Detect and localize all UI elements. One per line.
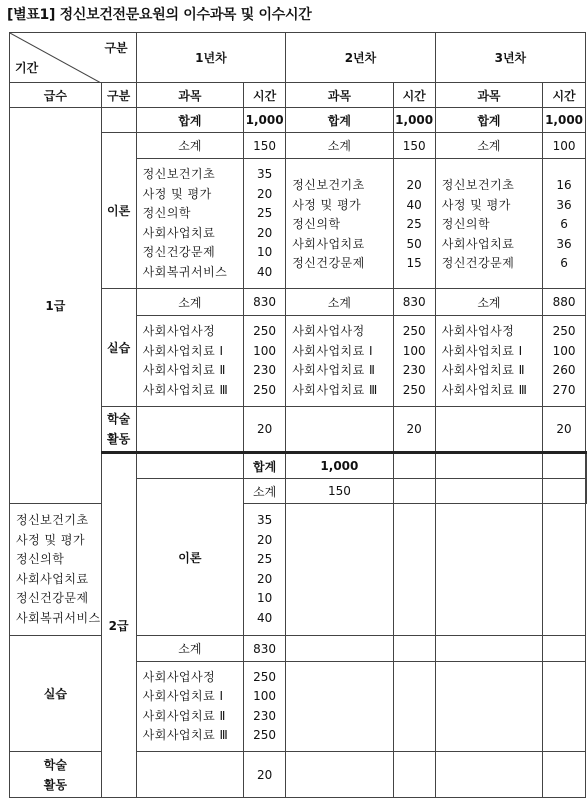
list-item: 250 (253, 728, 277, 742)
grade1-academic-y1: 20 (244, 407, 286, 453)
grade1-practice-hours-y2 (393, 316, 435, 407)
list-item: 20 (256, 186, 273, 201)
list-item: 20 (406, 178, 422, 192)
list-item: 정신의학 (16, 552, 65, 566)
grade1-total-y1: 1,000 (244, 108, 286, 133)
header-geupsu: 급수 (10, 83, 102, 108)
list-item: 정신의학 (441, 217, 491, 231)
header-gwamok-y2: 과목 (286, 83, 393, 108)
header-row-columns (10, 83, 587, 108)
grade1-academic-blank-y3 (435, 407, 542, 453)
empty-cell (543, 752, 586, 798)
empty-cell (393, 636, 435, 662)
list-item: 270 (552, 382, 576, 397)
grade1-practice-subtotal-label-y1: 소계 (136, 289, 243, 316)
page-title: [별표1] 정신보건전문요원의 이수과목 및 이수시간 (7, 7, 312, 23)
grade1-practice-subtotal-label-y2: 소계 (286, 289, 393, 316)
grade2-total-blank (136, 453, 243, 479)
grade2-practice-subtotal-y1: 830 (244, 636, 286, 662)
grade1-theory-label: 이론 (101, 133, 136, 289)
empty-cell (393, 662, 435, 752)
list-item: 250 (402, 382, 426, 397)
header-gubun2: 구분 (101, 83, 136, 108)
list-item: 정신의학 (292, 217, 341, 231)
grade1-practice-hours-y1 (244, 316, 286, 407)
list-item: 20 (256, 225, 273, 240)
list-item: 20 (256, 532, 273, 547)
empty-cell (543, 479, 586, 504)
list-item: 230 (253, 363, 277, 377)
header-row-years (10, 33, 587, 83)
list-item: 정신보건기초 (16, 513, 89, 527)
empty-cell (286, 752, 393, 798)
grade1-practice-subtotal-label-y3: 소계 (435, 289, 542, 316)
list-item: 6 (560, 256, 568, 270)
header-gigan-label: 기간 (15, 61, 39, 75)
list-item: 정신건강문제 (441, 256, 515, 270)
list-item: 25 (406, 217, 422, 231)
list-item: 사회복귀서비스 (16, 610, 101, 625)
list-item: 35 (256, 167, 273, 181)
grade1-practice-subtotal-y2: 830 (393, 289, 435, 316)
empty-cell (543, 453, 586, 479)
grade2-theory-subtotal-y1: 150 (286, 479, 393, 504)
grade2-label: 2급 (101, 453, 136, 798)
grade1-academic-label (101, 407, 136, 453)
list-item: 사회사업치료 (16, 571, 89, 586)
list-item: 10 (256, 245, 273, 259)
list-item: 250 (253, 669, 277, 684)
grade2-theory-label: 이론 (136, 479, 243, 636)
list-item: 40 (256, 264, 273, 279)
grade1-academic-y3: 20 (543, 407, 586, 453)
list-item: 100 (402, 343, 426, 358)
list-item: 사정 및 평가 (441, 197, 511, 212)
list-item: 16 (556, 178, 572, 192)
empty-cell (435, 662, 542, 752)
list-item: 사정 및 평가 (142, 186, 212, 201)
list-item: 사회사업사정 (441, 324, 515, 338)
empty-cell (586, 453, 587, 479)
grade1-total-y3: 1,000 (543, 108, 586, 133)
empty-cell (393, 453, 435, 479)
list-item: 35 (256, 513, 273, 527)
header-gwamok-y1: 과목 (136, 83, 243, 108)
list-item: 사회사업치료 Ⅲ (292, 382, 378, 397)
header-gubun-label: 구분 (104, 41, 128, 55)
grade1-practice-hours-y3 (543, 316, 586, 407)
list-item: 사회사업치료 Ⅰ (142, 343, 224, 358)
header-diagonal-cell (10, 33, 137, 83)
grade2-practice-label: 실습 (10, 636, 102, 752)
list-item: 정신건강문제 (292, 256, 365, 270)
academic-label-line2: 활동 (107, 432, 131, 446)
list-item: 36 (556, 236, 572, 251)
grade1-total-label-y3: 합계 (435, 108, 542, 133)
grade2-theory-subject-list-y1 (10, 504, 102, 636)
list-item: 250 (402, 324, 426, 338)
empty-cell (435, 453, 542, 479)
grade2-practice-subtotal-row (10, 636, 587, 662)
grade1-academic-y2: 20 (393, 407, 435, 453)
empty-cell (435, 504, 542, 636)
list-item: 사회사업치료 Ⅱ (441, 363, 526, 377)
list-item: 사회사업치료 Ⅰ (142, 689, 224, 703)
grade1-theory-subject-list-y3 (435, 159, 542, 289)
grade2-practice-hours-y1 (244, 662, 286, 752)
grade2-academic-y1: 20 (244, 752, 286, 798)
list-item: 사회사업치료 Ⅰ (292, 343, 374, 358)
list-item: 사회사업치료 Ⅲ (441, 382, 528, 397)
list-item: 정신건강문제 (142, 245, 216, 259)
list-item: 정신의학 (142, 206, 192, 220)
grade2-theory-hours-y1 (244, 504, 286, 636)
grade1-theory-subtotal-y2: 150 (393, 133, 435, 159)
list-item: 260 (552, 363, 576, 377)
empty-cell (393, 479, 435, 504)
list-item: 정신보건기초 (292, 178, 365, 192)
grade1-total-row (10, 108, 587, 133)
grade1-practice-label: 실습 (101, 289, 136, 407)
list-item: 25 (256, 552, 273, 566)
list-item: 230 (402, 363, 426, 377)
grade2-academic-blank-y1 (136, 752, 243, 798)
list-item: 사회사업사정 (292, 324, 365, 338)
list-item: 사회사업치료 Ⅱ (142, 708, 226, 723)
list-item: 정신보건기초 (142, 167, 216, 181)
empty-cell (286, 636, 393, 662)
empty-cell (543, 636, 586, 662)
list-item: 20 (256, 571, 273, 586)
list-item: 사회사업치료 (142, 225, 216, 240)
grade2-theory-subjects-row (10, 504, 587, 636)
curriculum-table (9, 32, 587, 798)
grade1-theory-subject-list-y1 (136, 159, 243, 289)
header-sigan-y1: 시간 (244, 83, 286, 108)
grade1-theory-hours-y2 (393, 159, 435, 289)
grade2-academic-row (10, 752, 587, 798)
grade1-theory-hours-y1 (244, 159, 286, 289)
header-gwamok-y3: 과목 (435, 83, 542, 108)
list-item: 15 (406, 256, 422, 270)
list-item: 250 (253, 324, 277, 338)
grade1-total-y2: 1,000 (393, 108, 435, 133)
list-item: 사회복귀서비스 (142, 264, 228, 279)
list-item: 사회사업치료 Ⅱ (292, 363, 376, 377)
grade2-practice-subtotal-label-y1: 소계 (136, 636, 243, 662)
empty-cell (393, 504, 435, 636)
empty-cell (286, 504, 393, 636)
empty-cell (586, 479, 587, 504)
empty-cell (435, 636, 542, 662)
list-item: 25 (256, 206, 273, 220)
academic-label-line1: 학술 (107, 412, 131, 426)
grade2-practice-subject-list-y1 (136, 662, 243, 752)
list-item: 40 (406, 197, 422, 212)
list-item: 40 (256, 610, 273, 625)
header-year1: 1년차 (136, 33, 286, 83)
list-item: 100 (552, 343, 576, 358)
empty-cell (435, 479, 542, 504)
grade2-theory-subtotal-label-y1: 소계 (244, 479, 286, 504)
empty-cell (393, 752, 435, 798)
empty-cell (543, 504, 586, 636)
grade1-theory-subtotal-label-y2: 소계 (286, 133, 393, 159)
list-item: 사회사업사정 (142, 669, 216, 684)
list-item: 사회사업치료 (441, 236, 515, 251)
list-item: 사회사업치료 Ⅲ (142, 382, 229, 397)
grade1-practice-subject-list-y1 (136, 316, 243, 407)
grade1-practice-subtotal-y3: 880 (543, 289, 586, 316)
grade1-theory-subtotal-y1: 150 (244, 133, 286, 159)
empty-cell (286, 662, 393, 752)
grade1-total-label-y1: 합계 (136, 108, 243, 133)
list-item: 36 (556, 197, 572, 212)
list-item: 250 (253, 382, 277, 397)
list-item: 사정 및 평가 (16, 532, 86, 547)
list-item: 10 (256, 591, 273, 605)
academic-label-line2: 활동 (43, 777, 67, 792)
list-item: 사회사업치료 Ⅲ (142, 728, 229, 742)
grade2-total-y1: 1,000 (286, 453, 393, 479)
header-sigan-y3: 시간 (543, 83, 586, 108)
grade1-label: 1급 (10, 108, 102, 504)
grade2-total-label-y1: 합계 (244, 453, 286, 479)
list-item: 100 (253, 343, 277, 358)
grade1-practice-subject-list-y2 (286, 316, 393, 407)
header-year2: 2년차 (286, 33, 436, 83)
empty-cell (543, 662, 586, 752)
academic-label-line1: 학술 (43, 757, 67, 772)
list-item: 사회사업치료 (292, 236, 365, 251)
grade1-academic-blank-y1 (136, 407, 243, 453)
list-item: 정신건강문제 (16, 591, 89, 605)
grade1-practice-subtotal-y1: 830 (244, 289, 286, 316)
grade1-total-blank (101, 108, 136, 133)
header-sigan-y2: 시간 (393, 83, 435, 108)
list-item: 100 (253, 689, 277, 703)
list-item: 250 (552, 324, 576, 338)
list-item: 6 (560, 217, 568, 231)
grade1-theory-subtotal-label-y1: 소계 (136, 133, 243, 159)
grade1-academic-blank-y2 (286, 407, 393, 453)
list-item: 50 (406, 236, 422, 251)
grade1-practice-subject-list-y3 (435, 316, 542, 407)
grade1-total-label-y2: 합계 (286, 108, 393, 133)
list-item: 사회사업사정 (142, 324, 216, 338)
grade1-theory-subtotal-label-y3: 소계 (435, 133, 542, 159)
grade1-theory-hours-y3 (543, 159, 586, 289)
grade1-theory-subject-list-y2 (286, 159, 393, 289)
grade1-theory-subtotal-y3: 100 (543, 133, 586, 159)
list-item: 사정 및 평가 (292, 197, 362, 212)
empty-cell (435, 752, 542, 798)
header-year3: 3년차 (435, 33, 585, 83)
grade2-academic-label (10, 752, 102, 798)
list-item: 정신보건기초 (441, 178, 515, 192)
list-item: 사회사업치료 Ⅰ (441, 343, 523, 358)
list-item: 사회사업치료 Ⅱ (142, 363, 226, 377)
list-item: 230 (253, 708, 277, 723)
